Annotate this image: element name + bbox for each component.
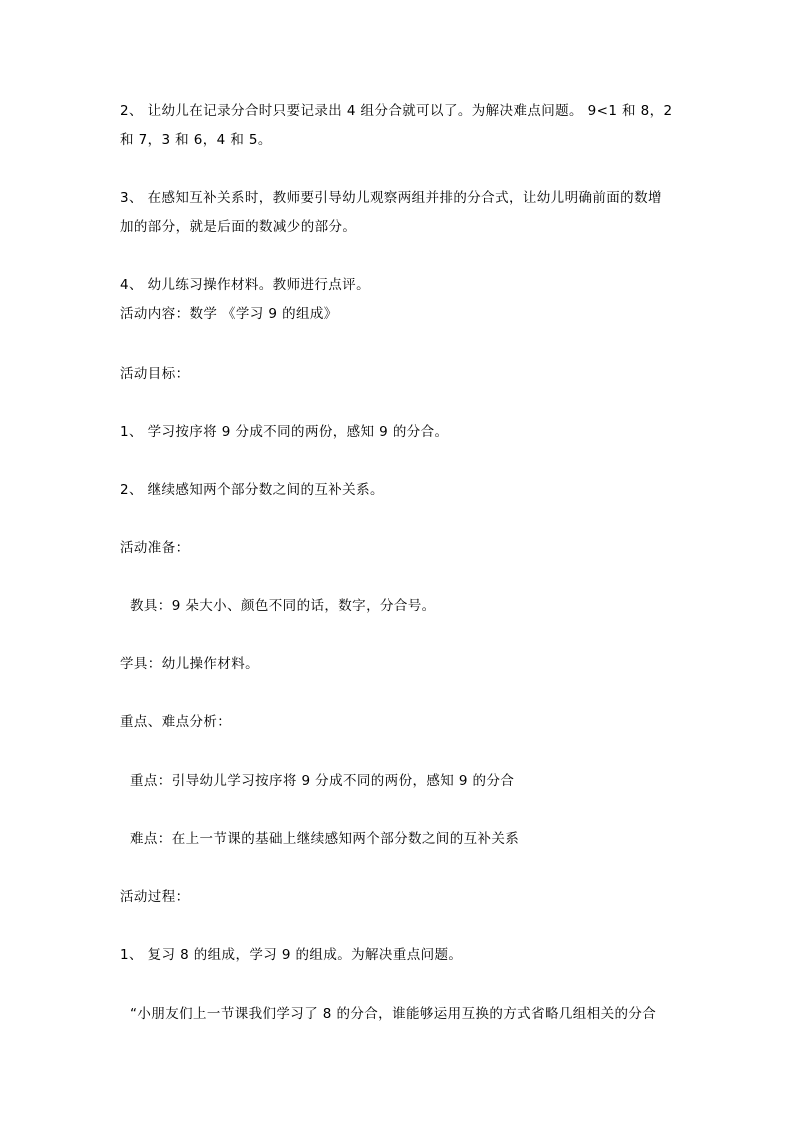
process-heading: 活动过程： (120, 889, 190, 905)
paragraph-line-2-2: 和 7，3 和 6，4 和 5。 (120, 132, 272, 148)
preparation-heading: 活动准备： (120, 540, 190, 556)
process-quote: “小朋友们上一节课我们学习了 8 的分合，谁能够运用互换的方式省略几组相关的分合 (130, 1006, 657, 1022)
paragraph-line-3-1: 3、 在感知互补关系时，教师要引导幼儿观察两组并排的分合式，让幼儿明确前面的数增 (120, 190, 662, 206)
activity-content-heading: 活动内容：数学 《学习 9 的组成》 (120, 306, 338, 322)
teaching-aids: 教具：9 朵大小、颜色不同的话，数字，分合号。 (130, 598, 436, 614)
student-aids: 学具：幼儿操作材料。 (120, 656, 259, 672)
key-point: 重点：引导幼儿学习按序将 9 分成不同的两份，感知 9 的分合 (130, 773, 515, 789)
difficult-point: 难点：在上一节课的基础上继续感知两个部分数之间的互补关系 (130, 831, 520, 847)
paragraph-line-3-2: 加的部分，就是后面的数减少的部分。 (120, 219, 357, 235)
goal-item-2: 2、 继续感知两个部分数之间的互补关系。 (120, 482, 384, 498)
key-points-heading: 重点、难点分析： (120, 714, 232, 730)
paragraph-line-4: 4、 幼儿练习操作材料。教师进行点评。 (120, 277, 370, 293)
activity-goals-heading: 活动目标： (120, 366, 190, 382)
process-step-1: 1、 复习 8 的组成，学习 9 的组成。为解决重点问题。 (120, 947, 463, 963)
goal-item-1: 1、 学习按序将 9 分成不同的两份，感知 9 的分合。 (120, 424, 449, 440)
paragraph-line-2-1: 2、 让幼儿在记录分合时只要记录出 4 组分合就可以了。为解决难点问题。 9<1 和 8，2 (120, 103, 673, 119)
